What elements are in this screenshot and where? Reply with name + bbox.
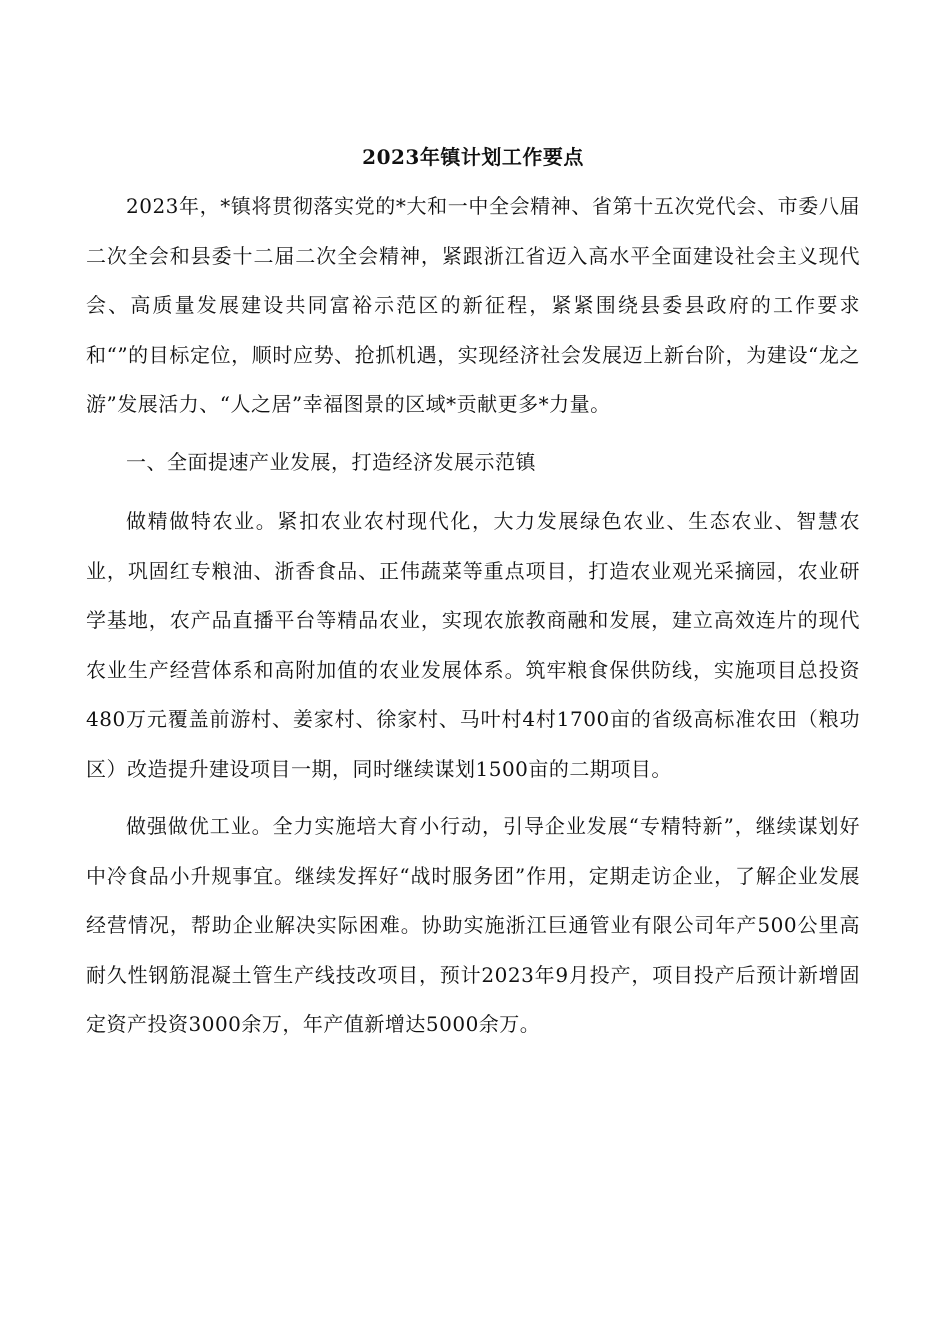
section-heading: 一、全面提速产业发展，打造经济发展示范镇 — [126, 449, 536, 474]
intro-paragraph: 2023年，*镇将贯彻落实党的*大和一中全会精神、省第十五次党代会、市委八届二次全会和县委十二届二次全会精神，紧跟浙江省迈入高水平全面建设社会主义现代会、高质量发展建设共同富裕示范区的新征程，紧紧围绕县委县政府的工作要求和“”的目标定位，顺时应势、抢抓机遇，实现经济社会发展迈上新台阶，为建设“龙之游”发展活力、“人之居”幸福图景的区域*贡献更多*力量。 — [86, 194, 860, 416]
document-title: 2023年镇计划工作要点 — [362, 145, 584, 169]
document-body — [86, 140, 860, 1058]
industry-paragraph: 做强做优工业。全力实施培大育小行动，引导企业发展“专精特新”，继续谋划好中冷食品小升规事宜。继续发挥好“战时服务团”作用，定期走访企业，了解企业发展经营情况，帮助企业解决实际困难。协助实施浙江巨通管业有限公司年产500公里高耐久性钢筋混凝土管生产线技改项目，预计2023年9月投产，项目投产后预计新增固定资产投资3000余万，年产值新增达5000余万。 — [86, 814, 860, 1036]
agriculture-paragraph: 做精做特农业。紧扣农业农村现代化，大力发展绿色农业、生态农业、智慧农业，巩固红专粮油、浙香食品、正伟蔬菜等重点项目，打造农业观光采摘园，农业研学基地，农产品直播平台等精品农业，实现农旅教商融和发展，建立高效连片的现代农业生产经营体系和高附加值的农业发展体系。筑牢粮食保供防线，实施项目总投资480万元覆盖前游村、姜家村、徐家村、马叶村4村1700亩的省级高标准农田（粮功区）改造提升建设项目一期，同时继续谋划1500亩的二期项目。 — [86, 509, 860, 781]
